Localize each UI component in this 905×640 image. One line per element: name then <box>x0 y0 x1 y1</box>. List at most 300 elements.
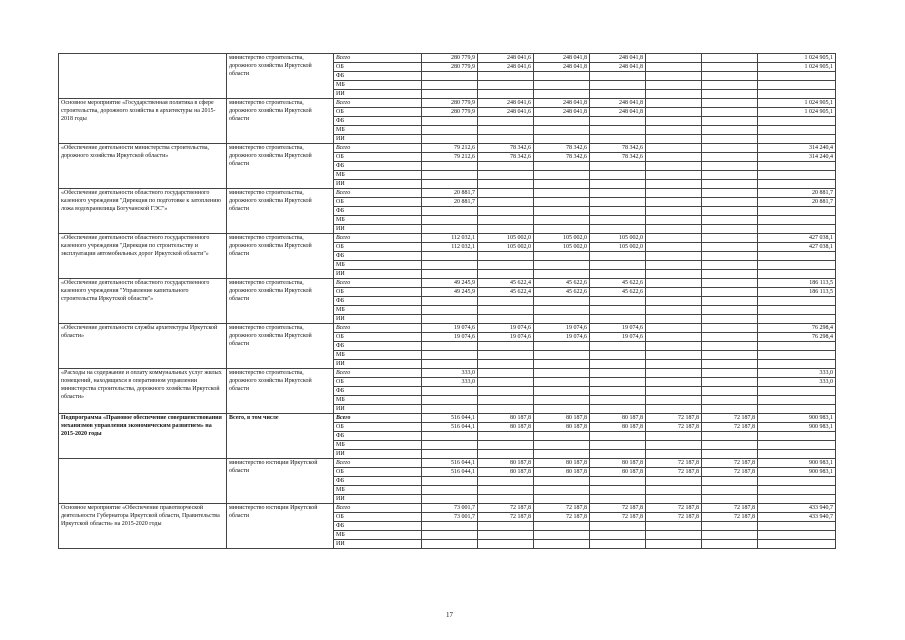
table-row <box>59 54 836 63</box>
value-cell <box>646 108 702 117</box>
program-name-cell <box>59 459 227 504</box>
value-cell <box>478 315 534 324</box>
value-cell <box>422 297 478 306</box>
value-cell <box>758 306 836 315</box>
value-cell: 78 342,6 <box>534 153 590 162</box>
value-cell: 516 044,1 <box>422 423 478 432</box>
value-cell: 1 024 905,1 <box>758 108 836 117</box>
value-cell <box>422 126 478 135</box>
funding-source-cell: ФБ <box>334 72 422 81</box>
value-cell <box>534 450 590 459</box>
value-cell: 186 113,5 <box>758 288 836 297</box>
funding-source-cell: ИИ <box>334 180 422 189</box>
value-cell: 76 298,4 <box>758 324 836 333</box>
value-cell <box>646 378 702 387</box>
program-name-cell: «Обеспечение деятельности министерства строительства, дорожного хозяйства Иркутской области» <box>59 144 227 189</box>
value-cell <box>646 81 702 90</box>
value-cell: 248 041,8 <box>534 63 590 72</box>
value-cell <box>758 540 836 549</box>
value-cell: 80 187,8 <box>478 459 534 468</box>
value-cell: 73 001,7 <box>422 504 478 513</box>
value-cell: 248 041,6 <box>478 99 534 108</box>
value-cell <box>646 396 702 405</box>
value-cell <box>534 162 590 171</box>
value-cell: 248 041,8 <box>590 54 646 63</box>
value-cell <box>590 81 646 90</box>
value-cell <box>534 396 590 405</box>
executor-cell: министерство строительства, дорожного хозяйства Иркутской области <box>227 324 334 369</box>
value-cell <box>758 486 836 495</box>
value-cell: 333,0 <box>422 378 478 387</box>
value-cell: 72 187,8 <box>478 513 534 522</box>
value-cell <box>478 306 534 315</box>
value-cell <box>702 270 758 279</box>
value-cell <box>422 315 478 324</box>
value-cell: 19 074,6 <box>478 324 534 333</box>
value-cell <box>590 495 646 504</box>
value-cell <box>702 441 758 450</box>
value-cell <box>422 351 478 360</box>
value-cell <box>478 198 534 207</box>
value-cell: 73 001,7 <box>422 513 478 522</box>
value-cell <box>646 180 702 189</box>
value-cell <box>758 495 836 504</box>
value-cell: 333,0 <box>758 378 836 387</box>
value-cell <box>758 531 836 540</box>
value-cell <box>646 189 702 198</box>
value-cell: 72 187,8 <box>478 504 534 513</box>
value-cell <box>646 252 702 261</box>
value-cell <box>590 72 646 81</box>
value-cell <box>702 450 758 459</box>
value-cell: 333,0 <box>758 369 836 378</box>
executor-cell: министерство юстиции Иркутской области <box>227 459 334 504</box>
executor-cell: министерство строительства, дорожного хозяйства Иркутской области <box>227 144 334 189</box>
value-cell: 78 342,6 <box>534 144 590 153</box>
value-cell <box>646 486 702 495</box>
value-cell <box>702 63 758 72</box>
value-cell: 248 041,6 <box>478 108 534 117</box>
funding-source-cell: МБ <box>334 126 422 135</box>
funding-source-cell: ОБ <box>334 63 422 72</box>
value-cell <box>702 486 758 495</box>
value-cell: 80 187,8 <box>478 468 534 477</box>
program-name-cell: «Обеспечение деятельности областного государственного казенного учреждения "Управление капитального строительства Иркутской области"» <box>59 279 227 324</box>
funding-source-cell: МБ <box>334 171 422 180</box>
value-cell: 72 187,8 <box>646 513 702 522</box>
table-row <box>59 324 836 333</box>
value-cell <box>646 522 702 531</box>
value-cell <box>758 441 836 450</box>
executor-cell: министерство строительства, дорожного хозяйства Иркутской области <box>227 369 334 414</box>
value-cell: 78 342,6 <box>590 144 646 153</box>
value-cell <box>422 540 478 549</box>
value-cell <box>646 477 702 486</box>
value-cell: 80 187,8 <box>590 423 646 432</box>
funding-source-cell: Всего <box>334 54 422 63</box>
value-cell <box>702 522 758 531</box>
value-cell <box>478 540 534 549</box>
value-cell <box>702 189 758 198</box>
value-cell <box>478 441 534 450</box>
value-cell <box>478 225 534 234</box>
value-cell <box>758 81 836 90</box>
value-cell: 433 940,7 <box>758 513 836 522</box>
value-cell <box>646 405 702 414</box>
value-cell: 427 038,1 <box>758 234 836 243</box>
value-cell <box>646 333 702 342</box>
value-cell <box>646 360 702 369</box>
value-cell: 45 622,6 <box>534 279 590 288</box>
value-cell <box>534 261 590 270</box>
value-cell <box>422 495 478 504</box>
value-cell <box>422 387 478 396</box>
funding-source-cell: ИИ <box>334 270 422 279</box>
value-cell: 72 187,8 <box>590 504 646 513</box>
value-cell <box>478 369 534 378</box>
value-cell <box>702 405 758 414</box>
value-cell <box>758 171 836 180</box>
value-cell <box>646 495 702 504</box>
value-cell: 248 041,8 <box>590 108 646 117</box>
value-cell: 72 187,8 <box>646 459 702 468</box>
value-cell <box>646 117 702 126</box>
program-name-cell: «Обеспечение деятельности областного государственного казенного учреждения "Дирекция по строительству и эксплуатации автомобильных дорог Иркутской области"» <box>59 234 227 279</box>
value-cell <box>702 306 758 315</box>
funding-source-cell: МБ <box>334 351 422 360</box>
value-cell <box>646 342 702 351</box>
value-cell <box>646 279 702 288</box>
value-cell <box>478 342 534 351</box>
value-cell: 248 041,6 <box>478 54 534 63</box>
value-cell: 80 187,8 <box>478 414 534 423</box>
value-cell <box>702 531 758 540</box>
value-cell <box>534 306 590 315</box>
value-cell <box>478 135 534 144</box>
value-cell <box>478 171 534 180</box>
value-cell <box>702 117 758 126</box>
value-cell <box>646 63 702 72</box>
value-cell <box>422 441 478 450</box>
value-cell <box>590 369 646 378</box>
value-cell: 105 002,0 <box>478 243 534 252</box>
value-cell <box>422 180 478 189</box>
value-cell <box>422 270 478 279</box>
value-cell: 19 074,6 <box>422 324 478 333</box>
funding-source-cell: ИИ <box>334 90 422 99</box>
table-row <box>59 504 836 513</box>
value-cell <box>758 90 836 99</box>
value-cell <box>590 297 646 306</box>
value-cell <box>422 522 478 531</box>
value-cell <box>758 261 836 270</box>
funding-source-cell: ФБ <box>334 477 422 486</box>
funding-source-cell: ОБ <box>334 378 422 387</box>
value-cell <box>758 216 836 225</box>
value-cell <box>534 117 590 126</box>
value-cell <box>702 342 758 351</box>
value-cell <box>758 162 836 171</box>
value-cell <box>702 252 758 261</box>
value-cell <box>702 495 758 504</box>
value-cell <box>534 441 590 450</box>
value-cell: 314 240,4 <box>758 153 836 162</box>
value-cell <box>702 90 758 99</box>
value-cell <box>478 477 534 486</box>
value-cell <box>534 531 590 540</box>
funding-source-cell: ФБ <box>334 297 422 306</box>
value-cell <box>590 162 646 171</box>
value-cell <box>478 387 534 396</box>
value-cell <box>534 207 590 216</box>
funding-source-cell: ИИ <box>334 315 422 324</box>
value-cell: 248 041,8 <box>534 54 590 63</box>
value-cell <box>702 324 758 333</box>
value-cell <box>702 171 758 180</box>
value-cell <box>702 315 758 324</box>
value-cell <box>422 531 478 540</box>
value-cell <box>534 342 590 351</box>
value-cell <box>646 225 702 234</box>
value-cell <box>422 225 478 234</box>
value-cell <box>590 450 646 459</box>
value-cell <box>758 477 836 486</box>
value-cell <box>702 387 758 396</box>
value-cell <box>478 162 534 171</box>
value-cell <box>478 297 534 306</box>
value-cell: 516 044,1 <box>422 414 478 423</box>
funding-source-cell: ОБ <box>334 468 422 477</box>
value-cell <box>478 72 534 81</box>
value-cell: 72 187,8 <box>646 414 702 423</box>
value-cell <box>422 450 478 459</box>
funding-source-cell: Всего <box>334 189 422 198</box>
executor-cell: министерство юстиции Иркутской области <box>227 504 334 549</box>
value-cell: 105 002,0 <box>590 243 646 252</box>
value-cell <box>702 396 758 405</box>
value-cell: 248 041,8 <box>590 63 646 72</box>
value-cell <box>758 225 836 234</box>
value-cell <box>590 90 646 99</box>
program-name-cell: Подпрограмма «Правовое обеспечение совершенствования механизмов управления экономическим развитием» на 2015-2020 годы <box>59 414 227 459</box>
value-cell <box>590 180 646 189</box>
funding-source-cell: ФБ <box>334 522 422 531</box>
value-cell <box>646 270 702 279</box>
value-cell <box>646 297 702 306</box>
funding-source-cell: МБ <box>334 396 422 405</box>
value-cell <box>534 216 590 225</box>
value-cell: 105 002,0 <box>478 234 534 243</box>
value-cell <box>646 315 702 324</box>
value-cell <box>534 90 590 99</box>
value-cell <box>590 378 646 387</box>
value-cell: 427 038,1 <box>758 243 836 252</box>
value-cell <box>646 54 702 63</box>
value-cell <box>758 72 836 81</box>
value-cell: 45 622,6 <box>590 288 646 297</box>
executor-cell: министерство строительства, дорожного хозяйства Иркутской области <box>227 189 334 234</box>
value-cell <box>422 306 478 315</box>
value-cell <box>590 306 646 315</box>
value-cell <box>590 126 646 135</box>
value-cell <box>702 243 758 252</box>
value-cell <box>758 252 836 261</box>
value-cell: 49 245,9 <box>422 288 478 297</box>
value-cell: 20 881,7 <box>422 198 478 207</box>
value-cell <box>478 432 534 441</box>
funding-source-cell: ИИ <box>334 225 422 234</box>
value-cell <box>702 234 758 243</box>
value-cell <box>702 540 758 549</box>
value-cell <box>422 342 478 351</box>
table-row <box>59 279 836 288</box>
value-cell: 186 113,5 <box>758 279 836 288</box>
value-cell <box>590 189 646 198</box>
table-row <box>59 414 836 423</box>
value-cell <box>534 432 590 441</box>
value-cell: 900 983,1 <box>758 468 836 477</box>
program-name-cell: Основное мероприятие «Обеспечение правотворческой деятельности Губернатора Иркутской области, Правительства Иркутской области» на 2015-2020 годы <box>59 504 227 549</box>
value-cell: 105 002,0 <box>534 243 590 252</box>
value-cell <box>422 162 478 171</box>
value-cell <box>534 72 590 81</box>
value-cell: 78 342,6 <box>590 153 646 162</box>
value-cell <box>758 405 836 414</box>
value-cell <box>422 477 478 486</box>
value-cell <box>590 387 646 396</box>
funding-source-cell: ОБ <box>334 198 422 207</box>
value-cell <box>534 315 590 324</box>
program-name-cell: «Расходы на содержание и оплату коммунальных услуг жилых помещений, находящихся в оперативном управлении министерства строительства, дорожного хозяйства Иркутской области» <box>59 369 227 414</box>
value-cell <box>646 126 702 135</box>
value-cell <box>702 81 758 90</box>
value-cell <box>478 252 534 261</box>
value-cell <box>590 216 646 225</box>
funding-source-cell: ОБ <box>334 288 422 297</box>
funding-source-cell: Всего <box>334 279 422 288</box>
value-cell <box>702 153 758 162</box>
value-cell <box>422 171 478 180</box>
value-cell <box>534 297 590 306</box>
value-cell <box>590 117 646 126</box>
value-cell <box>702 54 758 63</box>
value-cell: 72 187,8 <box>702 459 758 468</box>
value-cell <box>478 531 534 540</box>
value-cell: 248 041,8 <box>590 99 646 108</box>
value-cell <box>478 90 534 99</box>
value-cell: 280 779,9 <box>422 99 478 108</box>
value-cell: 900 983,1 <box>758 414 836 423</box>
funding-source-cell: МБ <box>334 441 422 450</box>
value-cell: 72 187,8 <box>646 504 702 513</box>
value-cell: 105 002,0 <box>534 234 590 243</box>
value-cell <box>758 432 836 441</box>
value-cell: 900 983,1 <box>758 459 836 468</box>
value-cell: 248 041,6 <box>478 63 534 72</box>
value-cell <box>590 540 646 549</box>
value-cell <box>534 486 590 495</box>
value-cell: 49 245,9 <box>422 279 478 288</box>
value-cell: 45 622,6 <box>534 288 590 297</box>
value-cell <box>646 72 702 81</box>
table-body <box>59 54 836 549</box>
value-cell <box>646 387 702 396</box>
value-cell <box>534 252 590 261</box>
table-row <box>59 99 836 108</box>
value-cell <box>590 198 646 207</box>
value-cell <box>590 360 646 369</box>
value-cell <box>702 351 758 360</box>
value-cell <box>702 432 758 441</box>
value-cell <box>646 198 702 207</box>
value-cell <box>478 522 534 531</box>
value-cell <box>534 522 590 531</box>
value-cell <box>590 261 646 270</box>
value-cell <box>478 81 534 90</box>
value-cell <box>646 324 702 333</box>
value-cell <box>702 99 758 108</box>
value-cell <box>478 180 534 189</box>
value-cell <box>478 486 534 495</box>
value-cell: 72 187,8 <box>702 414 758 423</box>
value-cell: 72 187,8 <box>702 513 758 522</box>
value-cell <box>478 270 534 279</box>
value-cell <box>590 315 646 324</box>
value-cell <box>590 342 646 351</box>
funding-source-cell: ИИ <box>334 360 422 369</box>
value-cell <box>534 360 590 369</box>
funding-source-cell: Всего <box>334 459 422 468</box>
executor-cell: министерство строительства, дорожного хозяйства Иркутской области <box>227 54 334 99</box>
value-cell <box>534 387 590 396</box>
funding-source-cell: ФБ <box>334 342 422 351</box>
value-cell <box>646 207 702 216</box>
value-cell <box>590 270 646 279</box>
value-cell: 80 187,8 <box>590 468 646 477</box>
funding-source-cell: ОБ <box>334 243 422 252</box>
value-cell: 1 024 905,1 <box>758 99 836 108</box>
value-cell <box>534 198 590 207</box>
value-cell: 19 074,6 <box>478 333 534 342</box>
value-cell <box>646 216 702 225</box>
value-cell <box>646 171 702 180</box>
value-cell <box>590 441 646 450</box>
value-cell <box>534 351 590 360</box>
value-cell <box>758 180 836 189</box>
value-cell <box>422 405 478 414</box>
value-cell <box>646 234 702 243</box>
funding-source-cell: ФБ <box>334 252 422 261</box>
value-cell <box>590 531 646 540</box>
value-cell: 72 187,8 <box>590 513 646 522</box>
value-cell <box>590 351 646 360</box>
value-cell <box>702 162 758 171</box>
funding-source-cell: ФБ <box>334 162 422 171</box>
value-cell: 76 298,4 <box>758 333 836 342</box>
funding-source-cell: ОБ <box>334 513 422 522</box>
value-cell <box>758 450 836 459</box>
value-cell: 1 024 905,1 <box>758 54 836 63</box>
value-cell <box>422 117 478 126</box>
value-cell: 80 187,8 <box>590 414 646 423</box>
value-cell <box>758 387 836 396</box>
value-cell <box>646 288 702 297</box>
value-cell <box>590 405 646 414</box>
funding-source-cell: Всего <box>334 234 422 243</box>
value-cell <box>758 135 836 144</box>
funding-source-cell: ОБ <box>334 333 422 342</box>
value-cell <box>702 207 758 216</box>
